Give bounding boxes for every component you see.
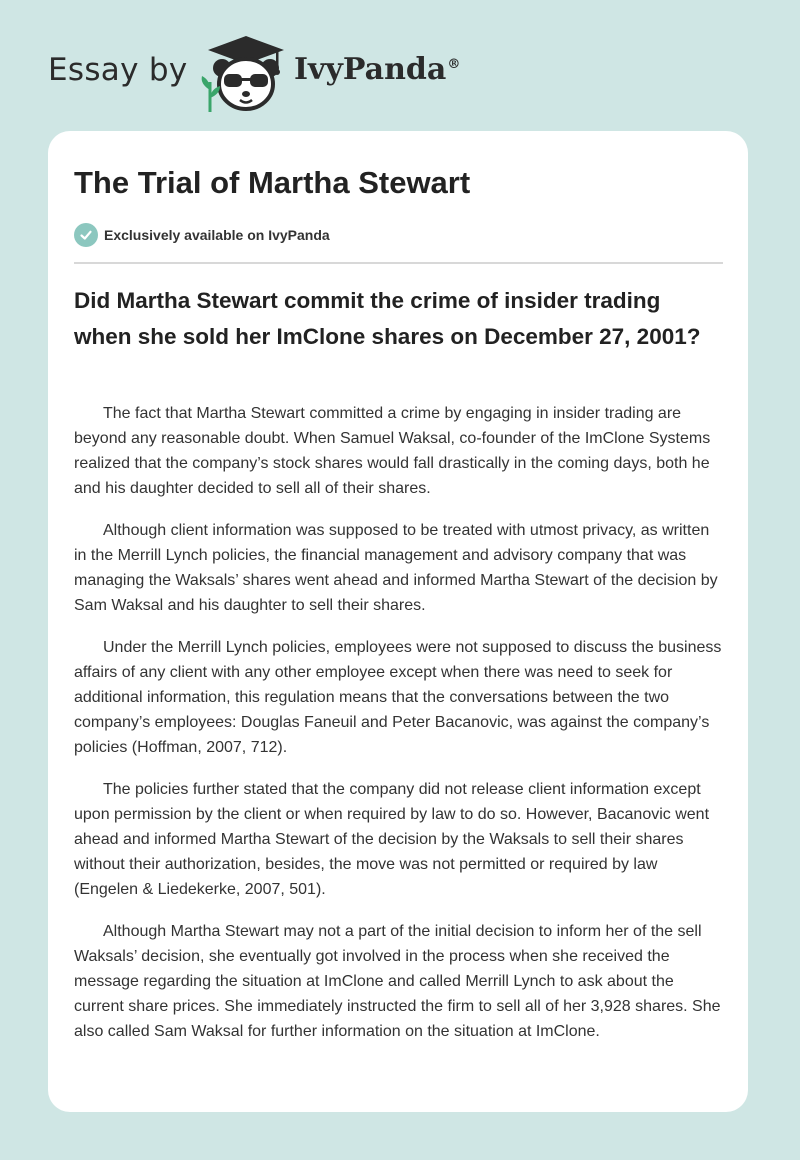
paragraph: Although client information was supposed to be treated with utmost privacy, as written in the Merrill Lynch policies, the financial management and advisory company that was managing the Waksals’ shares went ahead and informed Martha Stewart of the decision by Sam Waksal and his daughter to sell their shares. (74, 522, 718, 614)
brand-prefix: Essay by (48, 52, 188, 88)
check-icon (74, 223, 98, 247)
paragraph: The fact that Martha Stewart committed a crime by engaging in insider trading are beyond any reasonable doubt. When Samuel Waksal, co-founder of the ImClone Systems realized that the company’s stock shares would fall drastically in the coming days, both he and his daughter decided to sell all of their shares. (74, 405, 711, 497)
site-header (48, 30, 748, 120)
badge-text: Exclusively available on IvyPanda (104, 227, 330, 243)
brand-name-text: IvyPanda (294, 52, 447, 87)
page-title: The Trial of Martha Stewart (74, 165, 471, 200)
paragraph: Although Martha Stewart may not a part of the initial decision to inform her of the sell Waksals’ decision, she eventually got involved in the process when she received the message regarding the situation at ImClone and called Merrill Lynch to ask about the current share prices. She immediately instructed the firm to sell all of her 3,928 shares. She also called Sam Waksal for further information on the situation at ImClone. (74, 923, 721, 1040)
panda-logo-icon[interactable] (200, 34, 292, 112)
paragraph: Under the Merrill Lynch policies, employees were not supposed to discuss the business affairs of any client with any other employee except when there was need to seek for additional information, this regulation means that the conversations between the two company’s employees: Douglas Faneuil and Peter Bacanovic, was against the company’s policies (Hoffman, 2007, 712). (74, 639, 722, 756)
divider (74, 262, 723, 264)
essay-card (48, 131, 748, 1112)
essay-body (74, 401, 723, 1061)
paragraph: The policies further stated that the company did not release client information except upon permission by the client or when required by law to do so. However, Bacanovic went ahead and informed Martha Stewart of the decision by the Waksals to sell their shares without their authorization, besides, the move was not permitted or required by law (Engelen & Liedekerke, 2007, 501). (74, 781, 710, 898)
registered-mark: ® (447, 57, 461, 72)
section-heading: Did Martha Stewart commit the crime of insider trading when she sold her ImClone shares on December 27, 2001? (74, 288, 701, 349)
exclusive-badge (74, 223, 330, 247)
brand-name[interactable] (294, 52, 460, 87)
